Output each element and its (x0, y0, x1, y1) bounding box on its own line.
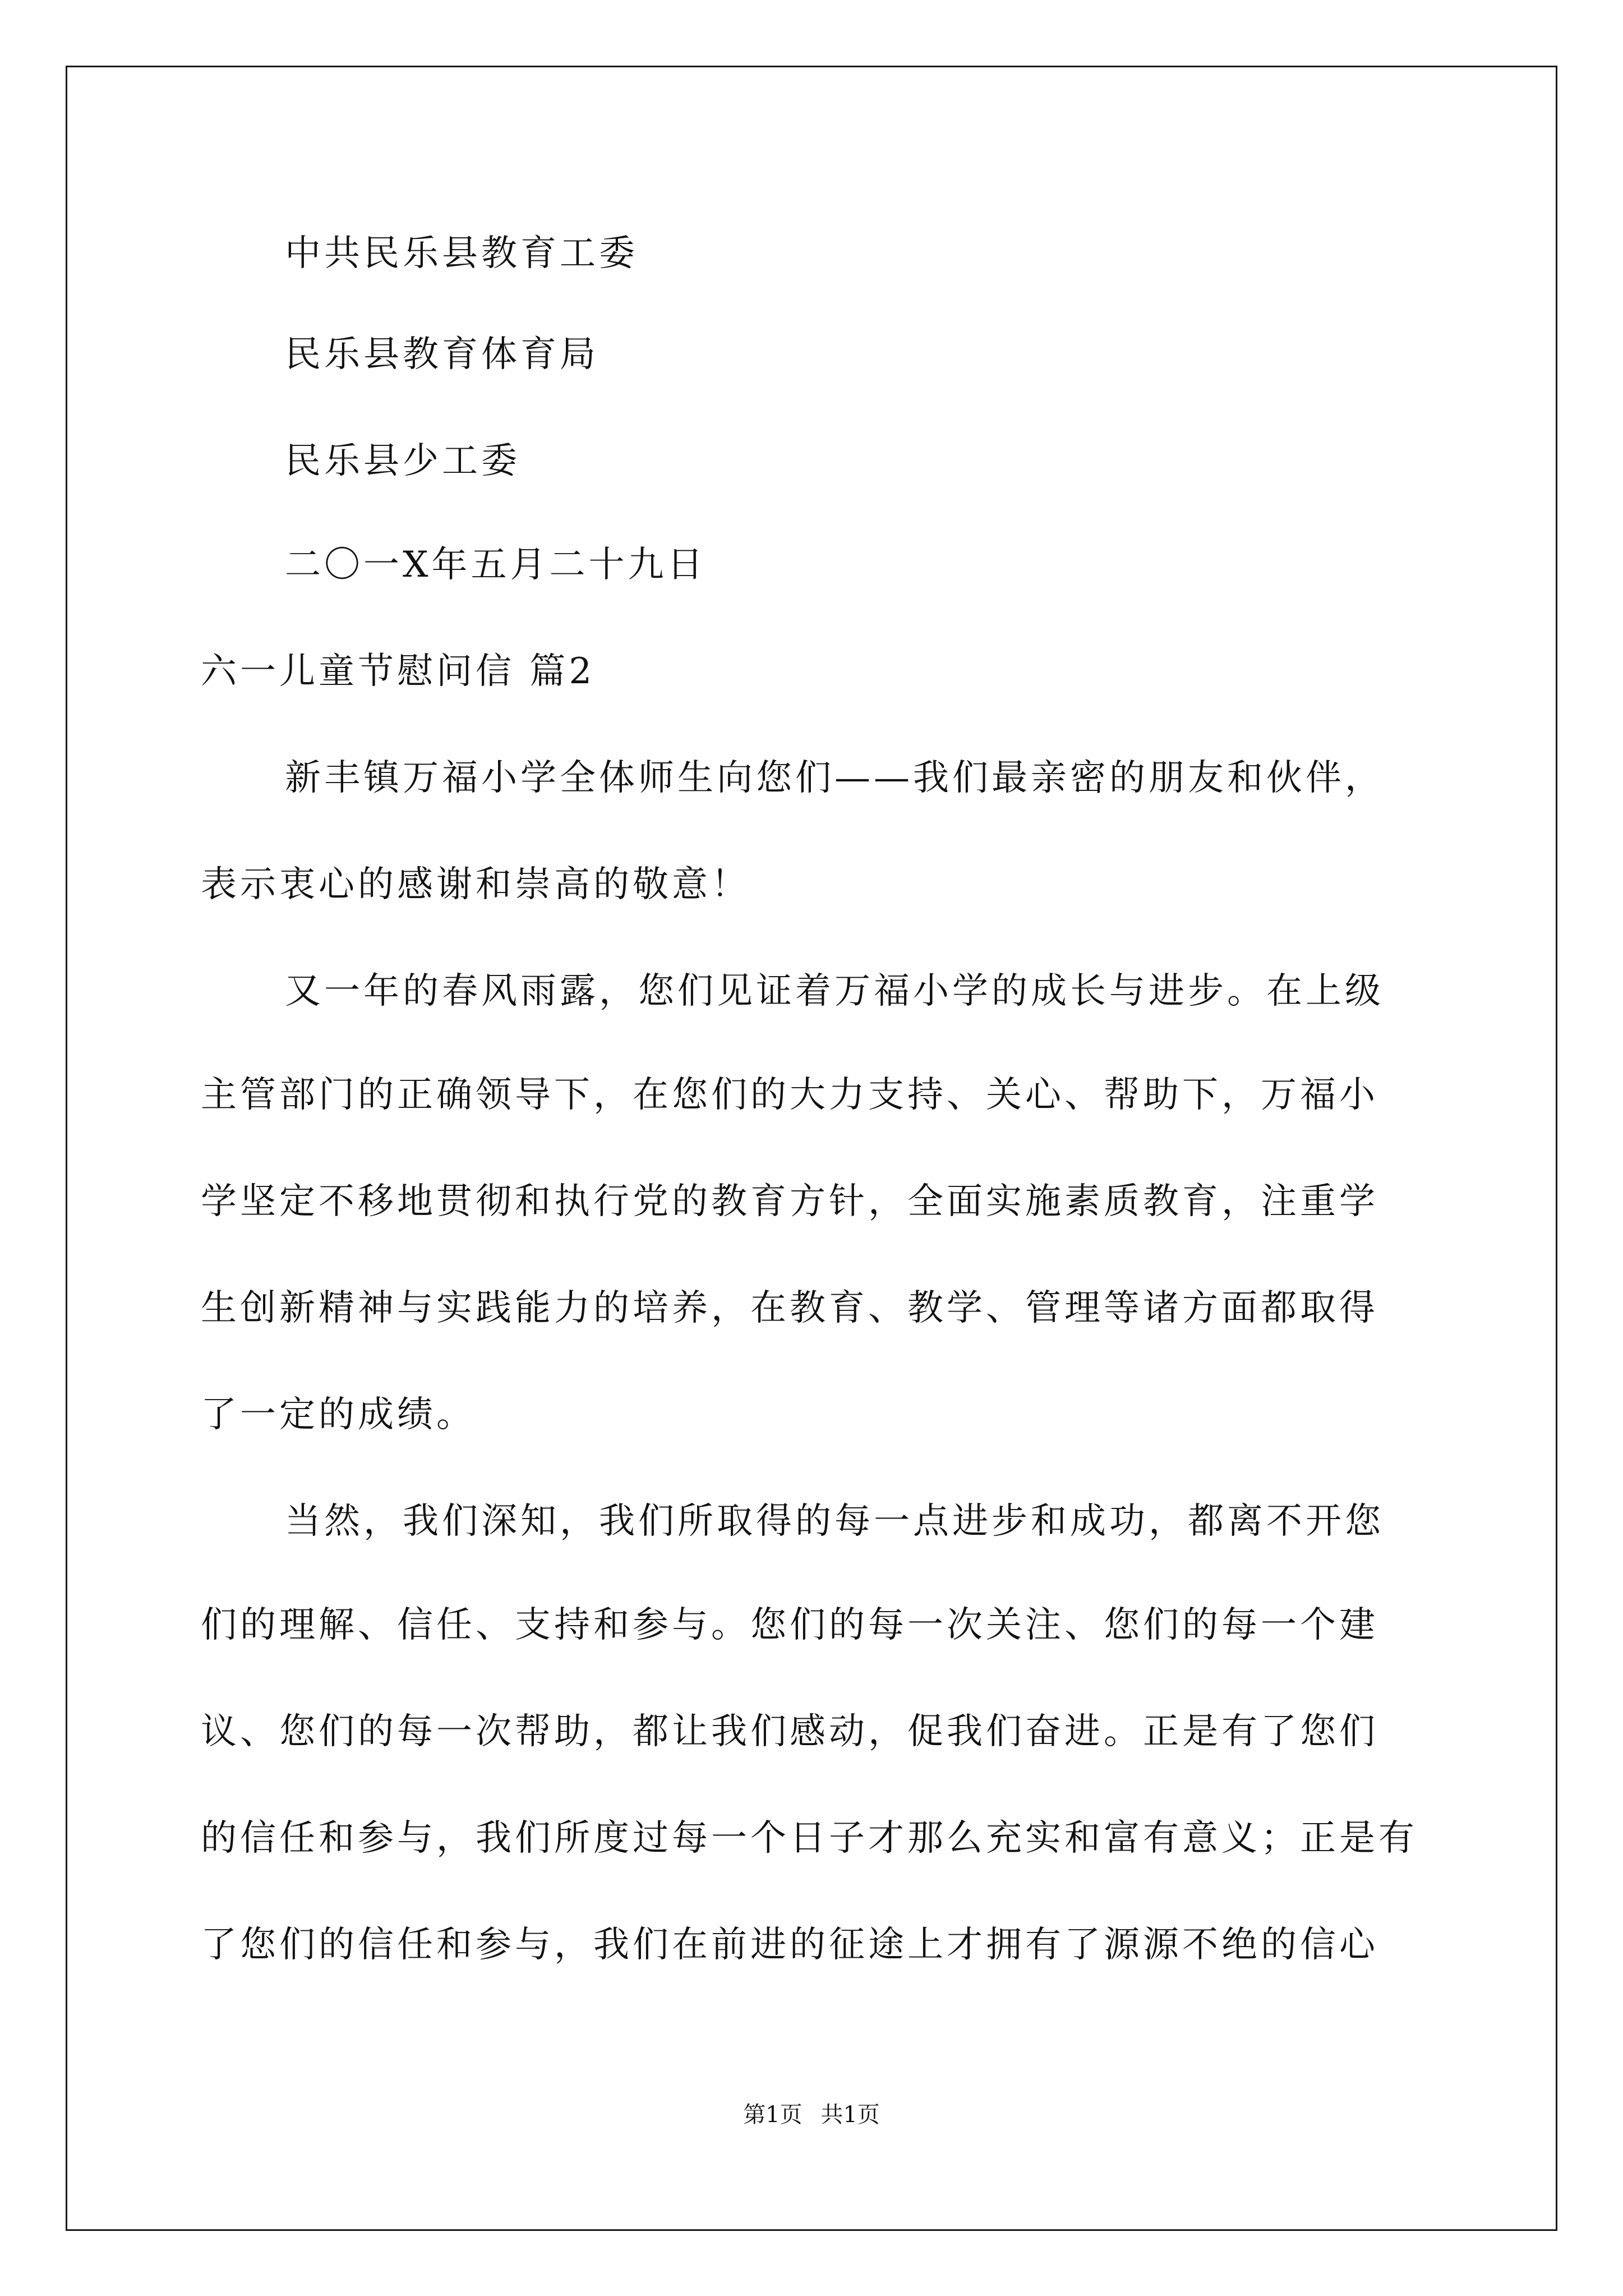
body-line: 议、您们的每一次帮助，都让我们感动，促我们奋进。正是有了您们 (201, 1711, 1378, 1752)
body-line: 新丰镇万福小学全体师生向您们——我们最亲密的朋友和伙伴， (285, 757, 1384, 799)
page-border (66, 66, 1557, 2231)
page-number-current: 第1页 (743, 2102, 803, 2128)
body-line: 了您们的信任和参与，我们在前进的征途上才拥有了源源不绝的信心 (201, 1924, 1378, 1966)
page-number-total: 共1页 (820, 2102, 880, 2128)
body-line: 主管部门的正确领导下，在您们的大力支持、关心、帮助下，万福小 (201, 1074, 1378, 1116)
body-line: 表示衷心的感谢和崇高的敬意！ (201, 864, 750, 905)
body-line: 学坚定不移地贯彻和执行党的教育方针，全面实施素质教育，注重学 (201, 1181, 1378, 1222)
body-line: 又一年的春风雨露，您们见证着万福小学的成长与进步。在上级 (285, 970, 1384, 1012)
signature-date: 二〇一X年五月二十九日 (285, 544, 707, 586)
body-line: 了一定的成绩。 (201, 1394, 476, 1435)
signature-org-2: 民乐县教育体育局 (285, 334, 599, 375)
body-line: 当然，我们深知，我们所取得的每一点进步和成功，都离不开您 (285, 1501, 1384, 1542)
signature-org-1: 中共民乐县教育工委 (285, 233, 638, 274)
section-heading: 六一儿童节慰问信 篇2 (201, 651, 596, 692)
signature-org-3: 民乐县少工委 (285, 440, 520, 482)
body-line: 们的理解、信任、支持和参与。您们的每一次关注、您们的每一个建 (201, 1604, 1378, 1646)
body-line: 的信任和参与，我们所度过每一个日子才那么充实和富有意义；正是有 (201, 1818, 1418, 1859)
body-line: 生创新精神与实践能力的培养，在教育、教学、管理等诸方面都取得 (201, 1287, 1378, 1329)
page-footer (0, 2097, 1623, 2129)
